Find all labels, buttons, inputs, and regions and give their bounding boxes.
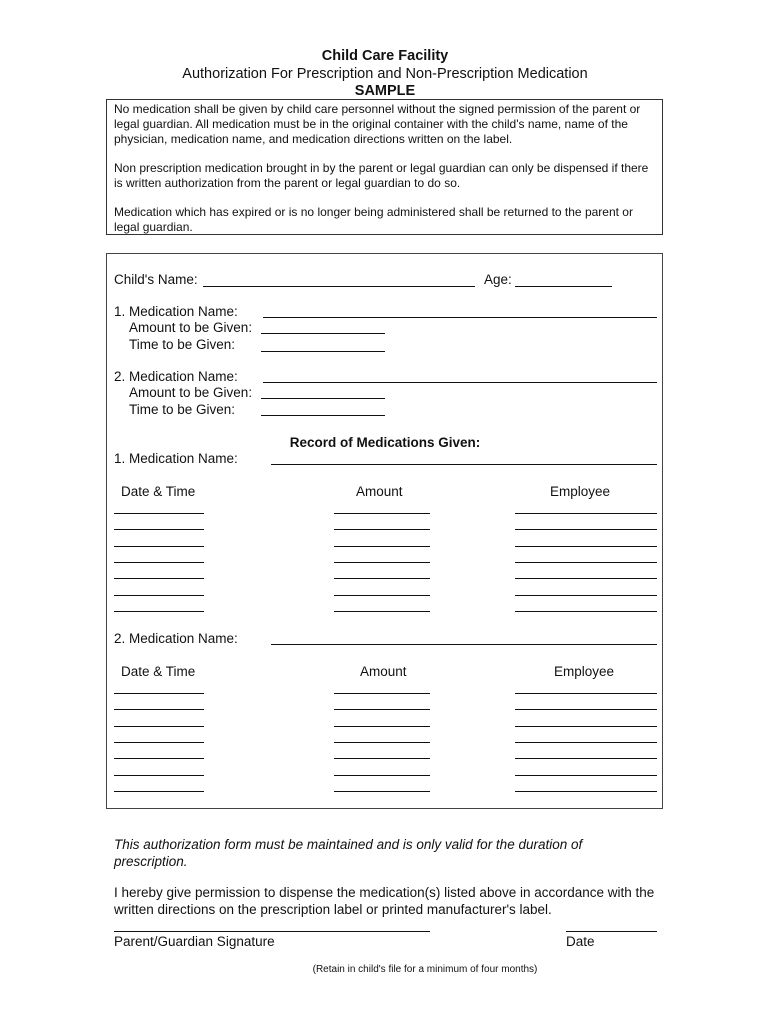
age-field[interactable] [515,286,612,287]
record1-col-amount: Amount [356,484,403,499]
record2-amount-field-row-6[interactable] [334,775,430,776]
age-label: Age: [484,272,512,287]
childs-name-field[interactable] [203,286,475,287]
record2-med-name-label: 2. Medication Name: [114,631,238,646]
med2-name-field[interactable] [263,382,657,383]
retain-note: (Retain in child's file for a minimum of four months) [312,964,538,975]
record2-amount-field-row-4[interactable] [334,742,430,743]
record2-employee-field-row-1[interactable] [515,693,657,694]
record1-employee-field-row-1[interactable] [515,513,657,514]
notice-paragraph-1: No medication shall be given by child care personnel without the signed permission of the parent or legal guardian. All medication must be in the original container with the child's name, name of the physician, medication name, and medication directions written on the label. [114,102,641,146]
med1-name-label: 1. Medication Name: [114,304,238,319]
record1-amount-field-row-4[interactable] [334,562,430,563]
record2-employee-field-row-3[interactable] [515,726,657,727]
record1-employee-field-row-5[interactable] [515,578,657,579]
record2-date-field-row-2[interactable] [114,709,204,710]
record2-date-field-row-1[interactable] [114,693,204,694]
record1-date-field-row-1[interactable] [114,513,204,514]
validity-note: This authorization form must be maintained and is only valid for the duration of prescription. [114,837,583,869]
record1-date-field-row-4[interactable] [114,562,204,563]
record1-date-field-row-3[interactable] [114,546,204,547]
notice-paragraph-2: Non prescription medication brought in by the parent or legal guardian can only be dispensed if there is written authorization from the parent or legal guardian to do so. [114,161,649,190]
record1-employee-field-row-2[interactable] [515,529,657,530]
record2-date-field-row-7[interactable] [114,791,204,792]
record2-date-field-row-5[interactable] [114,758,204,759]
signature-label: Parent/Guardian Signature [114,934,275,949]
record1-date-field-row-2[interactable] [114,529,204,530]
form-title: Authorization For Prescription and Non-Prescription Medication [182,66,588,82]
record2-col-date: Date & Time [121,664,196,679]
record1-amount-field-row-1[interactable] [334,513,430,514]
record2-employee-field-row-5[interactable] [515,758,657,759]
med2-time-label: Time to be Given: [129,402,236,417]
record2-employee-field-row-7[interactable] [515,791,657,792]
med1-amount-field[interactable] [261,333,385,334]
med1-time-field[interactable] [261,351,385,352]
record1-date-field-row-6[interactable] [114,595,204,596]
med1-time-label: Time to be Given: [129,337,236,352]
record1-amount-field-row-2[interactable] [334,529,430,530]
med2-amount-label: Amount to be Given: [129,385,253,400]
record1-med-name-field[interactable] [271,464,657,465]
record1-amount-field-row-3[interactable] [334,546,430,547]
med1-name-field[interactable] [263,317,657,318]
record2-date-field-row-6[interactable] [114,775,204,776]
record1-amount-field-row-7[interactable] [334,611,430,612]
facility-title: Child Care Facility [321,48,449,64]
record1-med-name-label: 1. Medication Name: [114,451,238,466]
record1-amount-field-row-6[interactable] [334,595,430,596]
record2-date-field-row-4[interactable] [114,742,204,743]
date-label: Date [566,934,595,949]
record2-amount-field-row-7[interactable] [334,791,430,792]
record2-employee-field-row-4[interactable] [515,742,657,743]
childs-name-label: Child's Name: [114,272,198,287]
record1-employee-field-row-6[interactable] [515,595,657,596]
notice-paragraph-3: Medication which has expired or is no longer being administered shall be returned to the parent or legal guardian. [114,205,633,234]
record1-date-field-row-7[interactable] [114,611,204,612]
record1-col-employee: Employee [550,484,611,499]
med2-time-field[interactable] [261,415,385,416]
record1-amount-field-row-5[interactable] [334,578,430,579]
record1-employee-field-row-3[interactable] [515,546,657,547]
record-title: Record of Medications Given: [289,435,481,450]
record1-col-date: Date & Time [121,484,196,499]
record2-amount-field-row-3[interactable] [334,726,430,727]
record2-col-employee: Employee [554,664,615,679]
permission-statement: I hereby give permission to dispense the medication(s) listed above in accordance with the written directions on the prescription label or printed manufacturer's label. [114,885,655,917]
sample-label: SAMPLE [354,83,416,99]
date-field[interactable] [566,931,657,932]
record2-date-field-row-3[interactable] [114,726,204,727]
notice-box [106,99,663,235]
med2-amount-field[interactable] [261,398,385,399]
med1-amount-label: Amount to be Given: [129,320,253,335]
signature-field[interactable] [114,931,430,932]
record1-employee-field-row-4[interactable] [515,562,657,563]
record2-amount-field-row-5[interactable] [334,758,430,759]
record1-employee-field-row-7[interactable] [515,611,657,612]
record2-med-name-field[interactable] [271,644,657,645]
record2-col-amount: Amount [360,664,407,679]
record2-employee-field-row-6[interactable] [515,775,657,776]
record2-amount-field-row-2[interactable] [334,709,430,710]
record2-employee-field-row-2[interactable] [515,709,657,710]
record1-date-field-row-5[interactable] [114,578,204,579]
record2-amount-field-row-1[interactable] [334,693,430,694]
med2-name-label: 2. Medication Name: [114,369,238,384]
